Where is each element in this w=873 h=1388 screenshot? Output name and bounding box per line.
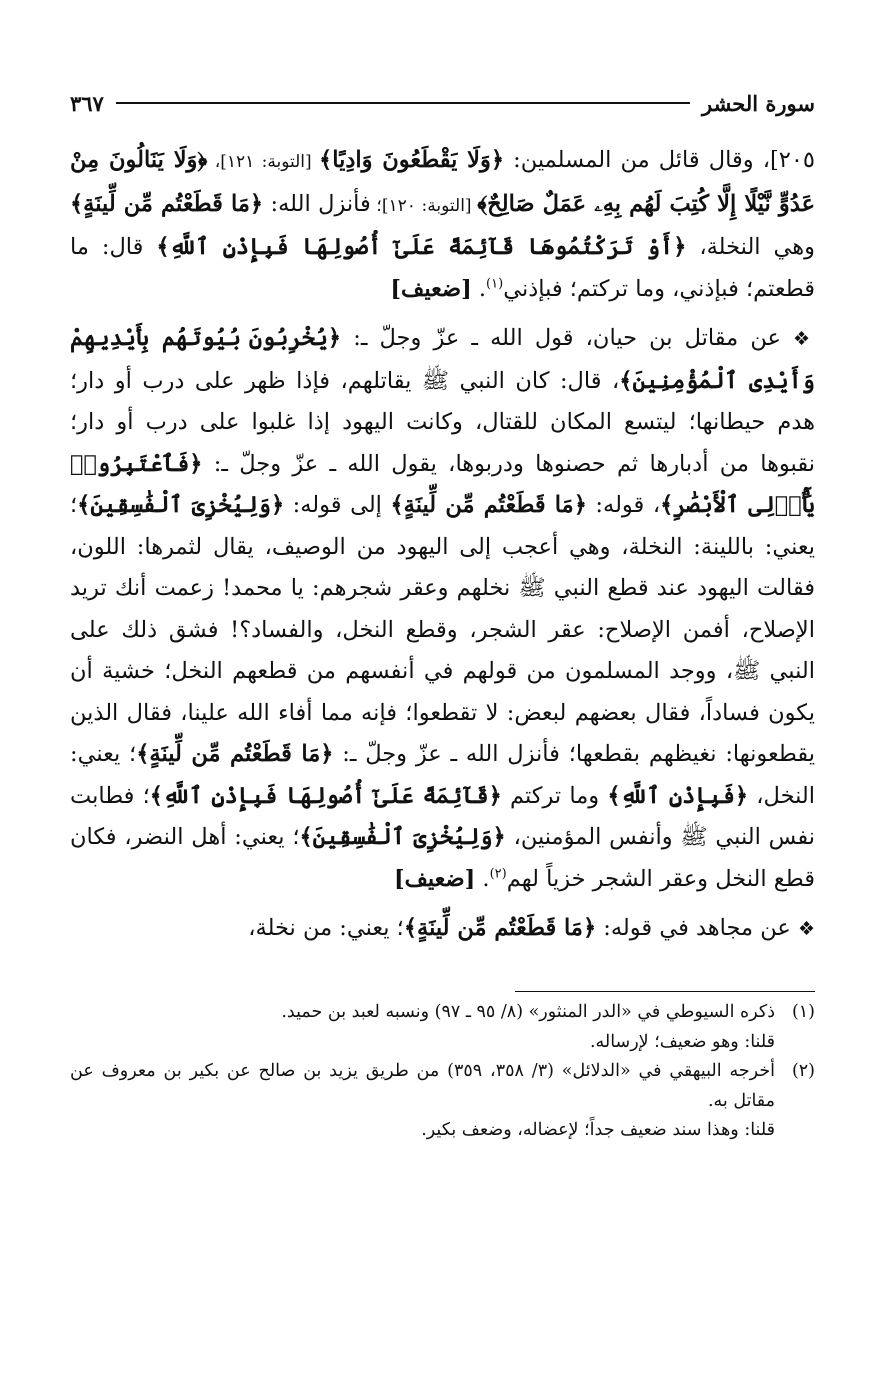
text-run: وهي النخلة، <box>686 234 815 260</box>
text-run: ؛ يعني: أهل النضر، فكان قطع النخل وعقر الشجر خزياً لهم <box>70 824 815 892</box>
footnote-marker[interactable]: (٢) <box>489 866 507 881</box>
text-run: وما تركتم <box>501 782 608 809</box>
text-run: . <box>471 275 487 302</box>
text-run: ؛ يعني: النخل، <box>70 741 816 809</box>
quran-verse: ﴿مَا قَطَعْتُم مِّن لِّينَةٍ﴾ <box>136 741 334 767</box>
quran-verse: ﴿مَا قَطَعْتُم مِّن لِّينَةٍ﴾ <box>403 915 597 941</box>
star-bullet-icon: ❖ <box>793 328 815 350</box>
text-run: فأنزل الله: <box>263 190 371 217</box>
footnote-text: ذكره السيوطي في «الدر المنثور» (٨/ ٩٥ ـ ٩٧) ونسبه لعبد بن حميد. <box>281 1002 775 1022</box>
text-run: ، قال: كان النبي ﷺ يقاتلهم، فإذا ظهر على درب أو دار؛ هدم حيطانها؛ ليتسع المكان للقتال، وكانت اليهود إذا غلبوا على درب أو دار؛ نقبوها من أدبارها ثم حصنوها ودربوها، يقول الله ـ عزّ وجلّ ـ: <box>70 367 815 477</box>
quran-verse: ﴿يُخْرِبُونَ بُيُوتَهُم بِأَيْدِيهِمْ وَأَيْدِى ٱلْمُؤْمِنِينَ﴾ <box>70 325 815 394</box>
quran-verse: ﴿قَآئِمَةً عَلَىٰٓ أُصُولِهَا فَبِإِذْنِ ٱللَّهِ﴾ <box>149 782 502 809</box>
text-run: عن مجاهد في قوله: <box>596 915 798 941</box>
page-number: ٣٦٧ <box>70 90 104 116</box>
footnote-note: قلنا: وهو ضعيف؛ لإرساله. <box>589 1031 775 1052</box>
paragraph-1 <box>70 140 815 310</box>
quran-verse: ﴿وَلِيُخْزِىَ ٱلْفَٰسِقِينَ﴾ <box>299 824 506 850</box>
star-bullet-icon: ❖ <box>797 918 815 940</box>
text-run: . <box>475 865 490 892</box>
sura-title: سورة الحشر <box>701 90 815 116</box>
footnote-text: أخرجه البيهقي في «الدلائل» (٣/ ٣٥٨، ٣٥٩) من طريق يزيد بن صالح عن بكير بن معروف عن مقاتل به. <box>70 1061 775 1111</box>
text-run: إلى قوله: <box>284 492 391 518</box>
footnote-number: (٢) <box>791 1061 815 1081</box>
text-run: ؛ يعني: باللينة: النخلة، وهي أعجب إلى اليهود من الوصيف، يقال لثمرها: اللون، فقالت اليهود عند قطع النبي ﷺ نخلهم وعقر شجرهم: يا محمد! زعمت أنك تريد الإصلاح، أفمن الإصلاح: عقر الشجر، وقطع النخل، والفساد؟! فشق ذلك على النبي ﷺ، ووجد المسلمون من قولهم في أنفسهم من قطعهم النخل؛ خشية أن يكون فساداً، فقال بعضهم لبعض: لا تقطعوا؛ فإنه مما أفاء الله علينا، فقال الذين يقطعونها: نغيظهم بقطعها؛ فأنزل الله ـ عزّ وجلّ ـ: <box>70 492 816 767</box>
quran-verse: ﴿فَٱعْتَبِرُوا۟ يَٰٓأُو۟لِى ٱلْأَبْصَٰرِ﴾ <box>70 450 815 518</box>
footnote-note: قلنا: وهذا سند ضعيف جداً؛ لإعضاله، وضعف بكير. <box>421 1120 775 1140</box>
quran-verse: ﴿أَوْ تَرَكْتُمُوهَا قَآئِمَةً عَلَىٰٓ أُصُولِهَا فَبِإِذْنِ ٱللَّهِ﴾ <box>156 234 687 260</box>
paragraph-2 <box>70 318 815 900</box>
book-page <box>70 80 815 1146</box>
main-text <box>70 140 815 951</box>
verse-reference: [التوبة: ١٢١]، <box>207 152 320 172</box>
quran-verse: ﴿وَلِيُخْزِىَ ٱلْفَٰسِقِينَ﴾ <box>77 492 285 518</box>
text-run: ؛ فطابت نفس النبي ﷺ وأنفس المؤمنين، <box>70 782 816 850</box>
quran-verse: ﴿وَلَا يَقْطَعُونَ وَادِيًا﴾ <box>319 147 505 173</box>
text-run: ؛ يعني: من نخلة، <box>248 915 404 941</box>
footnote-rule <box>515 991 815 993</box>
quran-verse: ﴿وَلَا يَنَالُونَ مِنْ عَدُوٍّ نَّيْلًا إِلَّا كُتِبَ لَهُم بِهِۦ عَمَلٌ صَالِحٌ﴾ <box>70 147 815 217</box>
grade-label: [ضعيف] <box>390 275 472 302</box>
footnote-number: (١) <box>791 1002 815 1022</box>
quran-verse: ﴿فَبِإِذْنِ ٱللَّهِ﴾ <box>607 782 749 809</box>
quran-verse: ﴿مَا قَطَعْتُم مِّن لِّينَةٍ﴾ <box>390 492 587 518</box>
grade-label: [ضعيف] <box>393 865 476 892</box>
text-run: قال: ما قطعتم؛ فبإذني، وما تركتم؛ فبإذني <box>70 234 815 302</box>
footnote-2 <box>70 1057 815 1116</box>
paragraph-3 <box>70 908 815 951</box>
footnote-marker[interactable]: (١) <box>486 276 504 291</box>
footnotes <box>70 998 815 1146</box>
quran-verse: ﴿مَا قَطَعْتُم مِّن لِّينَةٍ﴾ <box>70 190 264 217</box>
verse-reference: [التوبة: ١٢٠]؛ <box>370 195 478 216</box>
text-run: ، قوله: <box>586 492 661 518</box>
text-run: عن مقاتل بن حيان، قول الله ـ عزّ وجلّ ـ: <box>341 325 793 351</box>
header-rule <box>116 102 690 104</box>
text-run: ٢٠٥]، وقال قائل من المسلمين: <box>504 147 816 173</box>
footnote-1 <box>70 998 815 1028</box>
page-header <box>70 80 815 126</box>
